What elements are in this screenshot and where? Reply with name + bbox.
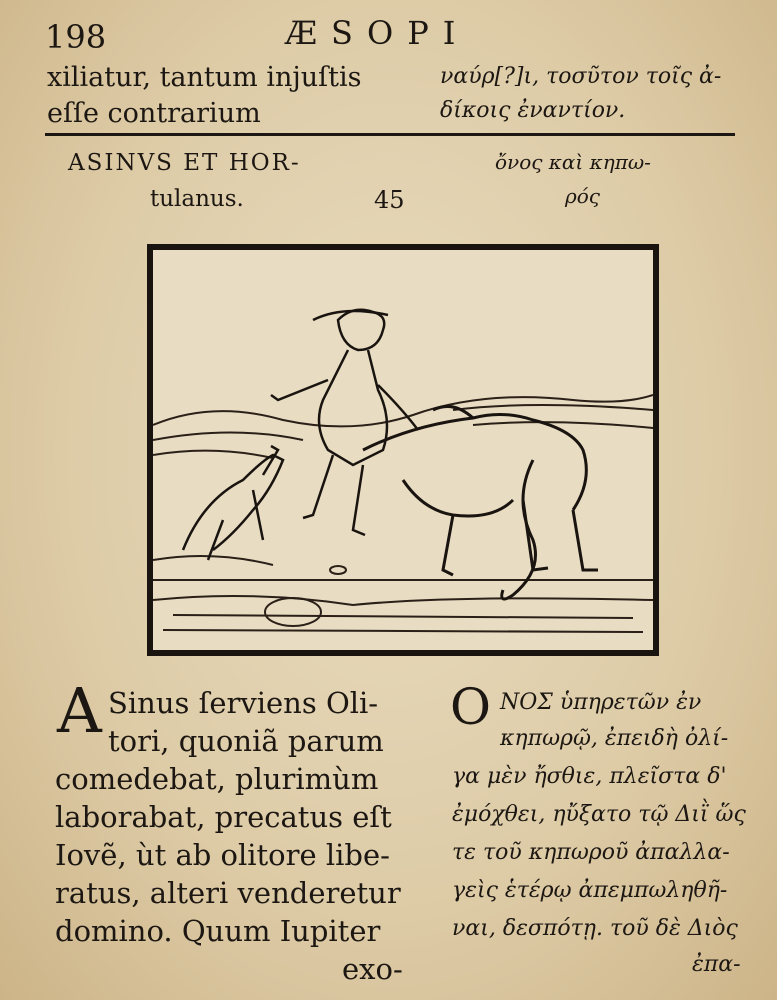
section-rule — [45, 133, 735, 136]
latin-drop-cap: A — [57, 674, 102, 747]
prev-latin-line-2: eſſe contrarium — [47, 98, 261, 129]
latin-text-line-5: Iovẽ, ùt ab olitore libe- — [55, 838, 390, 872]
latin-text-line-2: tori, quoniã parum — [108, 724, 384, 758]
greek-text-line-7: ναι, δεσπότῃ. τοῦ δὲ Διὸς — [452, 916, 738, 941]
greek-drop-cap: O — [450, 678, 491, 736]
fable-title-greek-line-2: ρός — [565, 184, 600, 208]
woodcut-illustration — [147, 244, 659, 656]
greek-text-line-2: κηπωρῷ, ἐπειδὴ ὀλί- — [500, 726, 729, 751]
greek-text-line-3: γα μὲν ἤσθιε, πλεῖστα δ' — [452, 764, 727, 789]
latin-text-line-8: exo- — [342, 952, 403, 986]
fable-title-greek-line-1: ὄνος καὶ κηπω- — [495, 150, 651, 174]
fable-title-latin-line-2: tulanus. — [150, 186, 244, 212]
prev-latin-line-1: xiliatur, tantum injuſtis — [47, 62, 362, 93]
latin-text-line-3: comedebat, plurimùm — [55, 762, 379, 796]
fable-title-latin-line-1: ASINVS ET HOR- — [68, 150, 301, 176]
greek-text-line-4: ἐμόχθει, ηὔξατο τῷ Διῒ ὥς — [452, 802, 746, 827]
latin-text-line-7: domino. Quum Iupiter — [55, 914, 381, 948]
prev-greek-line-2: δίκοις ἐναντίον. — [440, 98, 626, 123]
greek-text-line-1: ΝΟΣ ὑπηρετῶν ἐν — [500, 690, 702, 715]
latin-text-line-6: ratus, alteri venderetur — [55, 876, 401, 910]
greek-text-line-8: ἐπα- — [692, 952, 741, 977]
latin-text-line-4: laborabat, precatus eſt — [55, 800, 392, 834]
woodcut-drawing — [153, 250, 653, 650]
fable-number: 45 — [374, 186, 405, 214]
latin-text-line-1: Sinus ſerviens Oli- — [108, 686, 379, 720]
greek-text-line-6: γεὶς ἑτέρῳ ἀπεμπωληθῆ- — [452, 878, 728, 903]
greek-text-line-5: τε τοῦ κηπωροῦ ἀπαλλα- — [452, 840, 730, 865]
prev-greek-line-1: ναύρ[?]ι, τοσῦτον τοῖς ἀ- — [440, 64, 722, 89]
running-title: ÆSOPI — [285, 14, 470, 52]
page-number: 198 — [45, 18, 107, 56]
